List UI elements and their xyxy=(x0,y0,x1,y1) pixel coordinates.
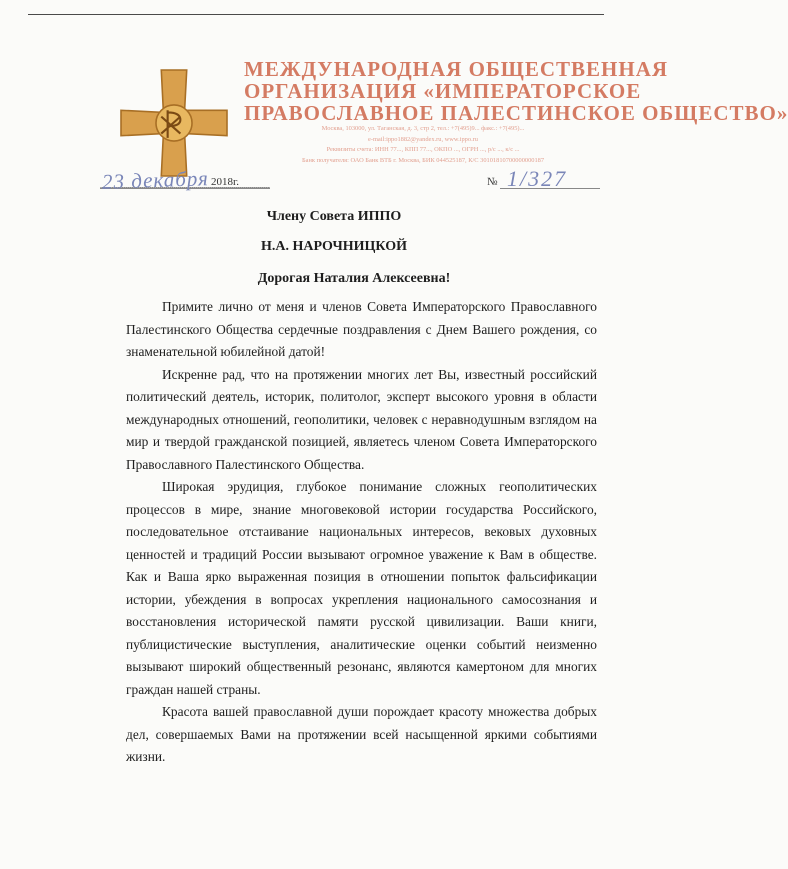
recipient-title: Члену Совета ИППО xyxy=(266,209,402,224)
number-label: № xyxy=(487,176,498,188)
organization-name xyxy=(244,57,788,125)
org-details-line: Реквизиты счета: ИНН 77..., КПП 77..., ОКПО ..., ОГРН ..., р/с ..., к/с ... xyxy=(326,146,520,153)
org-name-line: ПРАВОСЛАВНОЕ ПАЛЕСТИНСКОЕ ОБЩЕСТВО» xyxy=(244,101,788,125)
org-details-line: Банк получателя: ОАО Банк ВТБ г. Москва, БИК 044525187, К/С 30101810700000000187 xyxy=(301,156,545,164)
org-details-line: e-mail:ippo1882@yandex.ru, www.ippo.ru xyxy=(367,135,478,143)
paragraph: Широкая эрудиция, глубокое понимание сложных геополитических процессов в мире, знание многовековой истории государства Российского, последовательное отстаивание национальных интересов, вековых духовных ценностей и традиций России вызывают огромное уважение к Вам в обществе. Как и Ваша ярко выраженная позиция в отношении попыток фальсификации истории, убеждения в вопросах укрепления национального самосознания и восстановления исторической памяти русской цивилизации. Ваши книги, публицистические выступления, аналитические оценки событий неизменно вызывают широкий общественный резонанс, являются камертоном для многих граждан нашей страны. xyxy=(126,479,597,697)
paragraph: Примите лично от меня и членов Совета Императорского Православного Палестинского Общества сердечные поздравления с Днем Вашего рождения, со знаменательной юбилейной датой! xyxy=(126,299,597,359)
top-rule xyxy=(28,14,604,15)
organization-details xyxy=(232,124,614,166)
recipient-name: Н.А. НАРОЧНИЦКОЙ xyxy=(260,239,408,254)
handwritten-date: 23 декабря xyxy=(101,166,210,194)
handwritten-number: 1/327 xyxy=(507,166,568,191)
cross-emblem-icon xyxy=(121,70,227,176)
org-details-line: Москва, 103000, ул. Таганская, д. 3, стр 2, тел.: +7(495)9... факс.: +7(495)... xyxy=(321,125,525,132)
paragraph: Красота вашей православной души порождает красоту множества добрых дел, совершаемых Вами на протяжении всей насыщенной яркими событиями жизни. xyxy=(126,704,597,764)
paragraph: Искренне рад, что на протяжении многих лет Вы, известный российский политический деятель, историк, политолог, эксперт высокого уровня в области международных отношений, геополитики, человек с неравнодушным взглядом на мир и твердой гражданской позицией, являетесь членом Совета Императорского Православного Палестинского Общества. xyxy=(126,366,597,472)
letter-body xyxy=(126,296,597,769)
salutation: Дорогая Наталия Алексеевна! xyxy=(257,271,451,286)
org-name-line: ОРГАНИЗАЦИЯ «ИМПЕРАТОРСКОЕ xyxy=(244,79,642,103)
org-name-line: МЕЖДУНАРОДНАЯ ОБЩЕСТВЕННАЯ xyxy=(244,57,669,81)
date-year: 2018г. xyxy=(211,176,240,188)
